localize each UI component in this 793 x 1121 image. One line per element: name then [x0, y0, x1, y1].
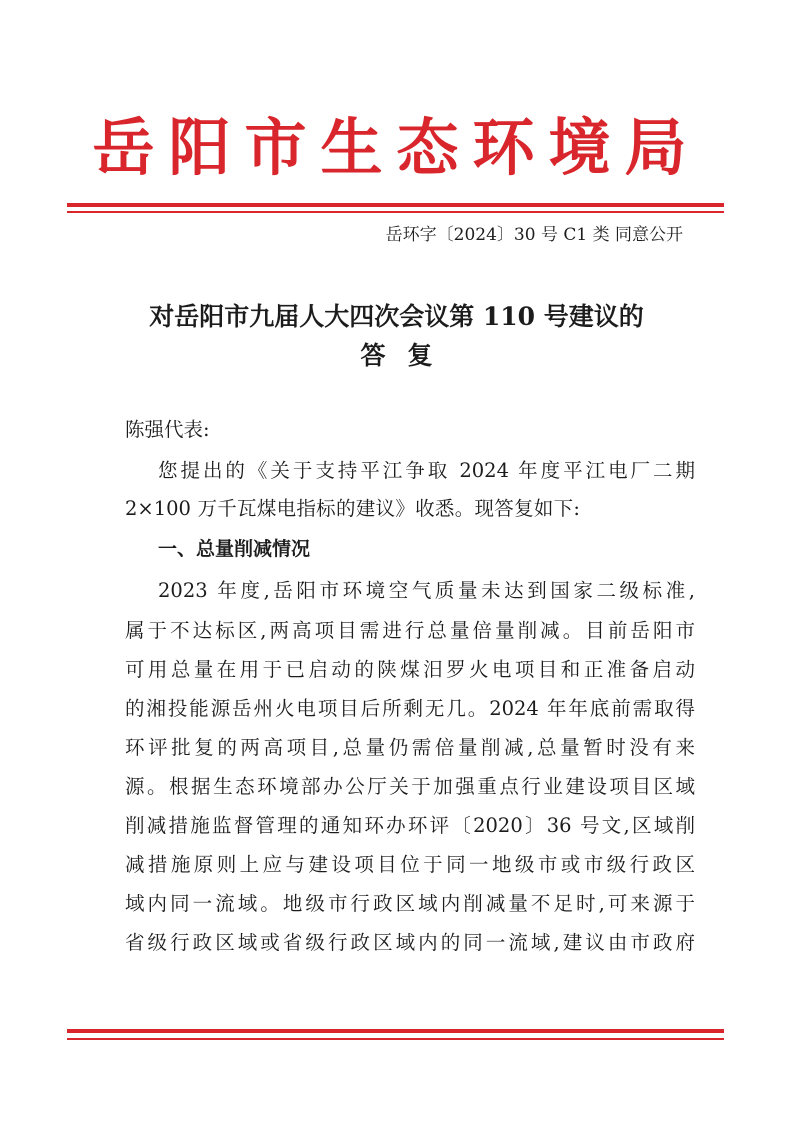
body-line-6: 源。根据生态环境部办公厅关于加强重点行业建设项目区域: [125, 775, 695, 798]
body-line-8: 减措施原则上应与建设项目位于同一地级市或市级行政区: [125, 853, 695, 876]
footer-rule-thick: [67, 1029, 724, 1033]
letterhead-rule-thick: [67, 203, 724, 207]
intro-line-1: 您提出的《关于支持平江争取 2024 年度平江电厂二期: [158, 459, 695, 482]
body-line-4: 的湘投能源岳州火电项目后所剩无几。2024 年年底前需取得: [125, 697, 695, 720]
letterhead-organization: 岳阳市生态环境局: [92, 111, 701, 184]
document-title-line-2: 答复: [360, 341, 455, 370]
document-title-line-1: 对岳阳市九届人大四次会议第 110 号建议的: [149, 302, 644, 331]
salutation: 陈强代表:: [125, 418, 210, 441]
body-line-10: 省级行政区域或省级行政区域内的同一流域,建议由市政府: [125, 931, 695, 954]
footer-rule-thin: [67, 1038, 724, 1040]
section-heading: 一、总量削减情况: [158, 538, 311, 560]
body-line-1: 2023 年度,岳阳市环境空气质量未达到国家二级标准,: [158, 579, 695, 602]
letterhead-rule-thin: [67, 211, 724, 213]
document-number: 岳环字〔2024〕30 号 C1 类 同意公开: [385, 225, 683, 245]
body-line-3: 可用总量在用于已启动的陕煤汨罗火电项目和正准备启动: [125, 658, 695, 681]
body-line-7: 削减措施监督管理的通知环办环评〔2020〕36 号文,区域削: [125, 814, 695, 837]
body-line-9: 域内同一流域。地级市行政区域内削减量不足时,可来源于: [125, 892, 695, 915]
intro-line-2: 2×100 万千瓦煤电指标的建议》收悉。现答复如下:: [125, 497, 580, 520]
body-line-5: 环评批复的两高项目,总量仍需倍量削减,总量暂时没有来: [125, 736, 695, 759]
body-line-2: 属于不达标区,两高项目需进行总量倍量削减。目前岳阳市: [125, 619, 695, 642]
